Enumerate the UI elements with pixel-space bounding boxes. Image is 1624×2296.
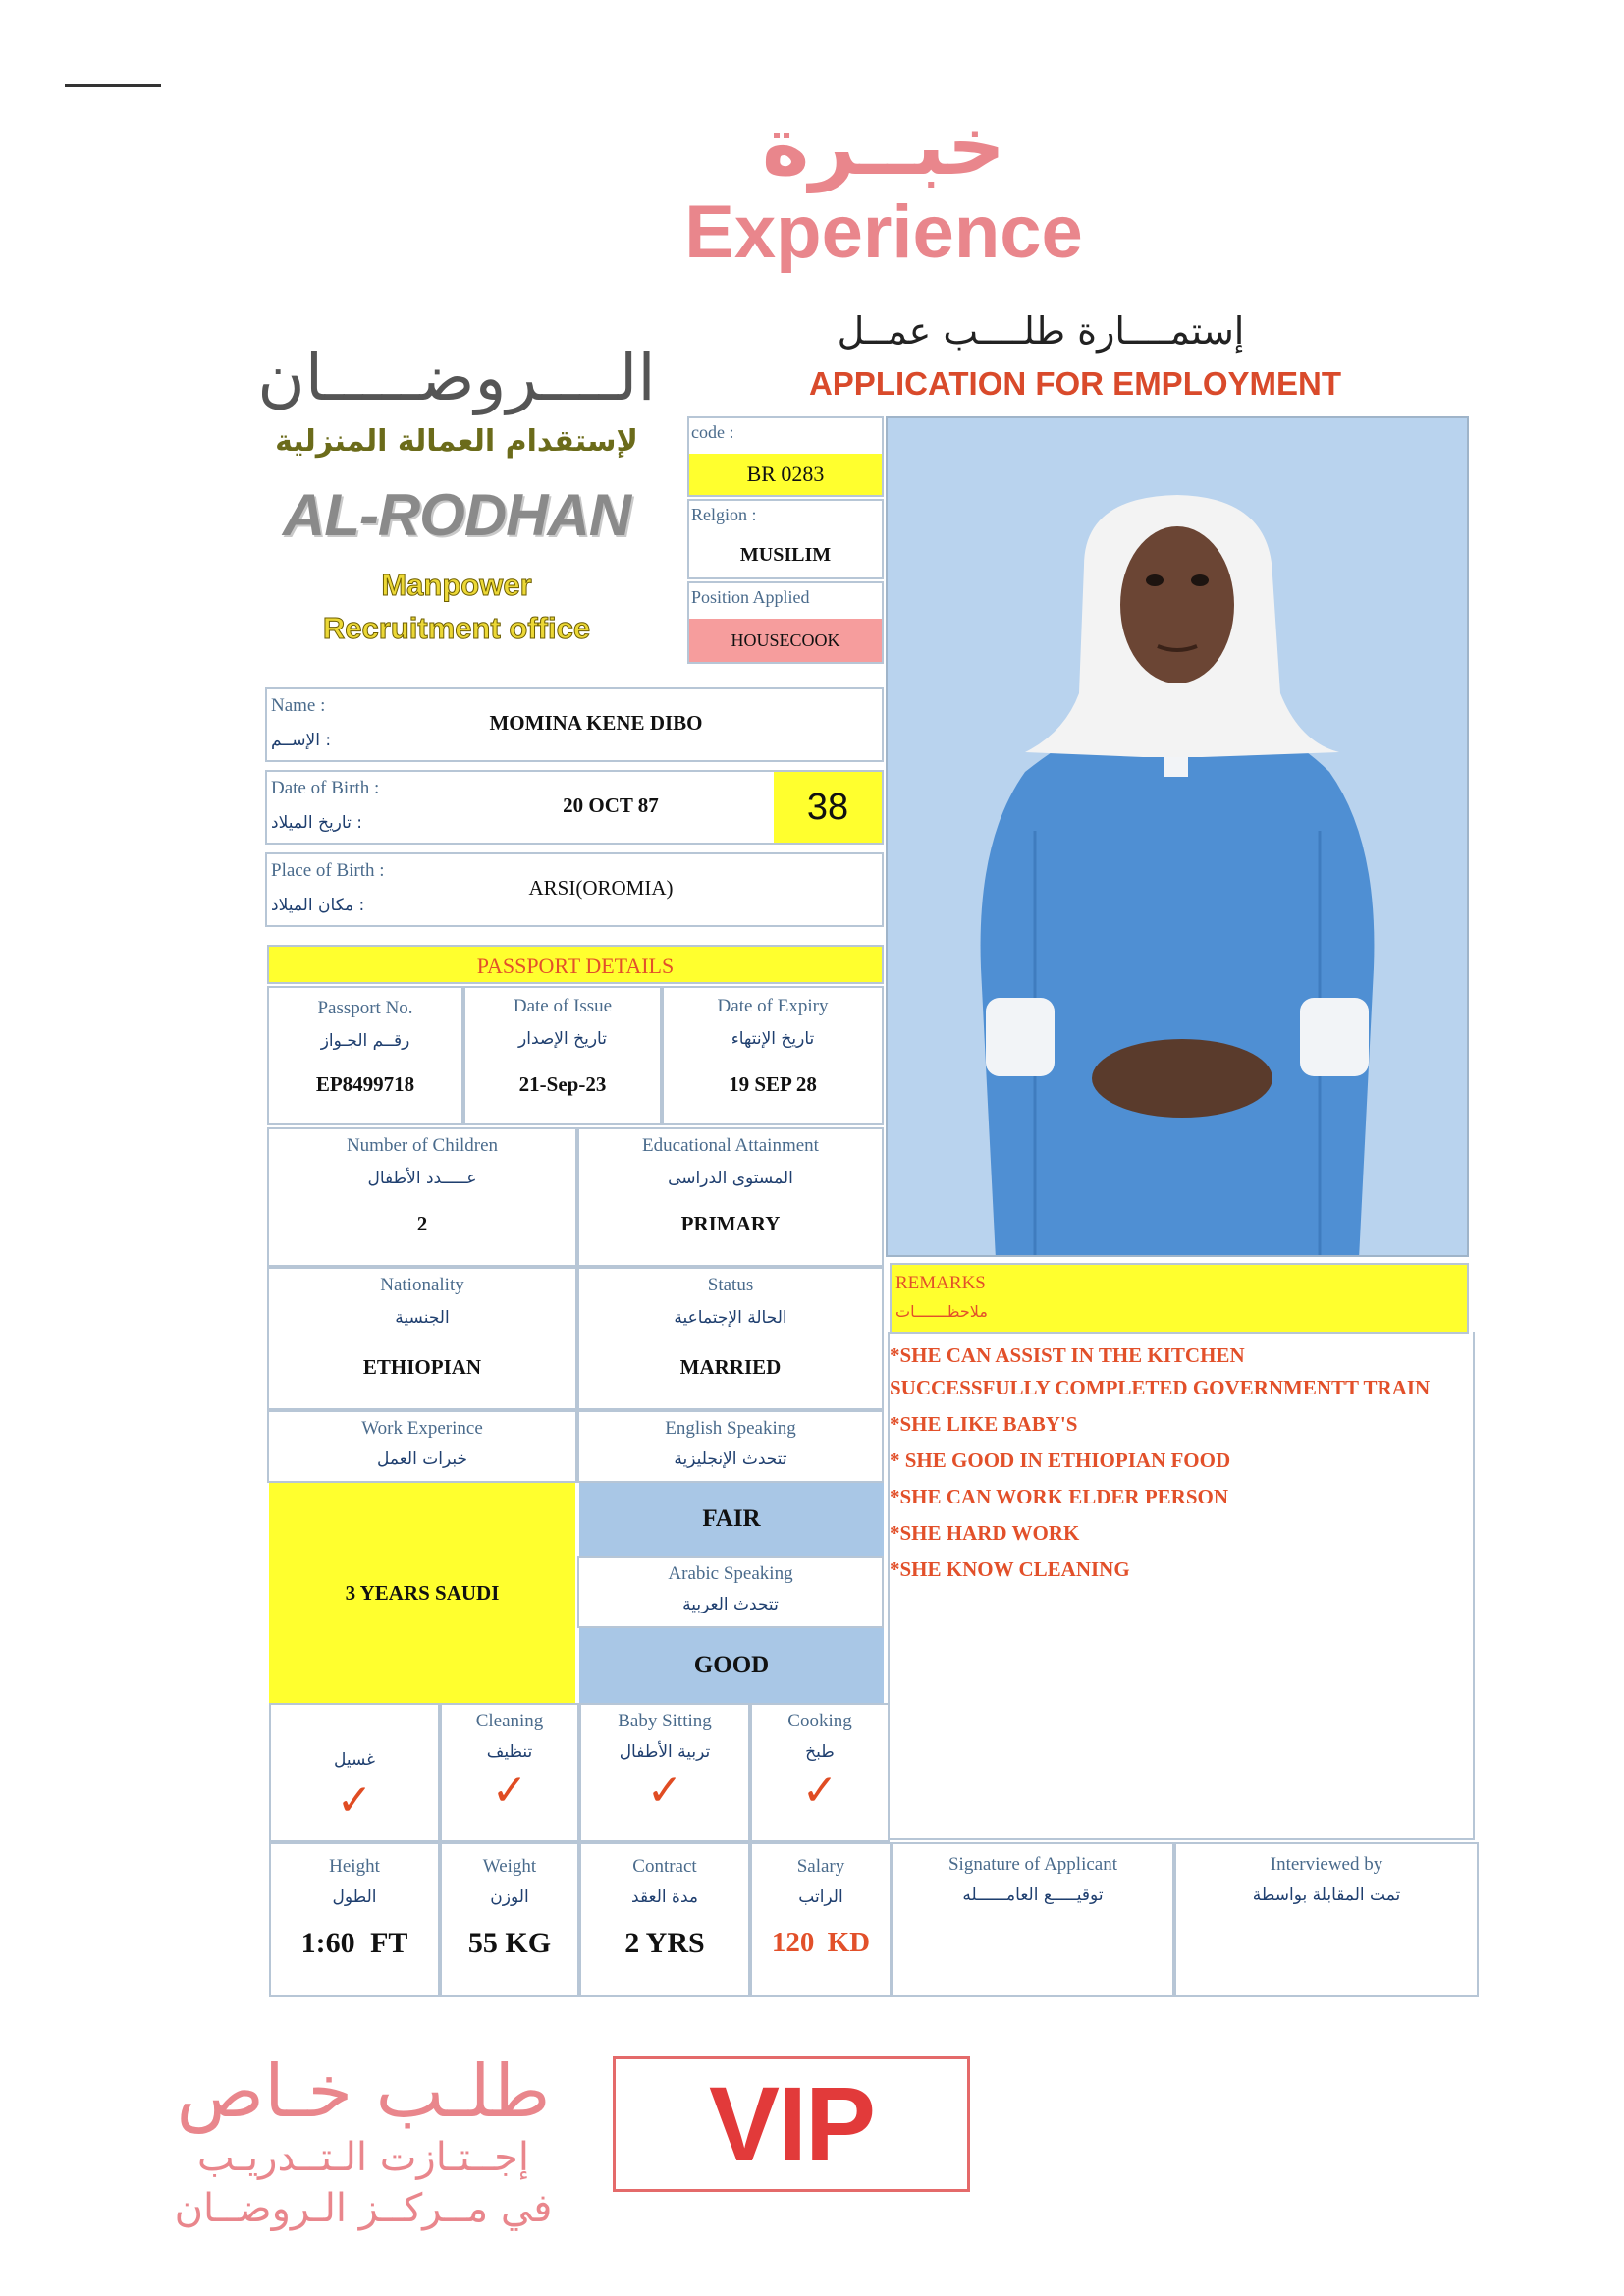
status-label-ar: الحالة الإجتماعية <box>674 1308 787 1328</box>
work-experience-label: Work Experince <box>361 1418 483 1439</box>
arabic-label: Arabic Speaking <box>668 1563 793 1584</box>
company-recruitment: Recruitment office <box>322 611 591 645</box>
height-label: Height <box>329 1856 380 1877</box>
passport-expiry-value: 19 SEP 28 <box>729 1072 817 1096</box>
religion-value: MUSILIM <box>739 544 832 566</box>
dob-row <box>265 770 884 845</box>
remark-item: *SHE CAN WORK ELDER PERSON <box>890 1485 1229 1508</box>
passport-number-value: EP8499718 <box>315 1072 415 1096</box>
signature-label-ar: توقيـــــع العامــــــله <box>962 1886 1104 1905</box>
work-experience-header <box>267 1410 577 1483</box>
passport-number-label: Passport No. <box>317 998 413 1018</box>
status-label: Status <box>707 1275 754 1295</box>
cooking-check-icon: ✓ <box>801 1766 839 1816</box>
footer-arabic-line3: في مــركــز الـروضــان <box>174 2186 553 2231</box>
weight-label: Weight <box>482 1856 537 1877</box>
company-manpower: Manpower <box>381 568 532 602</box>
interviewed-label-ar: تمت المقابلة بواسطة <box>1252 1886 1401 1905</box>
contract-value: 2 YRS <box>624 1927 705 1959</box>
contract-label-ar: مدة العقد <box>631 1887 698 1907</box>
nationality-cell <box>267 1267 577 1410</box>
baby-sitting-label-ar: تربية الأطفال <box>619 1742 711 1762</box>
title-english: APPLICATION FOR EMPLOYMENT <box>808 365 1342 402</box>
name-label-ar: : الإســم <box>271 731 332 750</box>
dob-label: Date of Birth : <box>271 778 380 798</box>
washing-cell <box>269 1703 440 1842</box>
work-experience-label-ar: خبرات العمل <box>377 1449 467 1469</box>
washing-check-icon: ✓ <box>336 1776 373 1826</box>
company-arabic-name: الــــروضـــــان <box>257 340 656 415</box>
remark-item: *SHE HARD WORK <box>890 1521 1080 1545</box>
passport-expiry-cell <box>662 986 884 1125</box>
company-english-name: AL-RODHAN <box>282 482 631 548</box>
education-value: PRIMARY <box>680 1212 781 1235</box>
remark-item: *SHE CAN ASSIST IN THE KITCHEN <box>890 1343 1245 1367</box>
position-box <box>687 581 884 664</box>
cleaning-label: Cleaning <box>475 1711 544 1731</box>
cooking-cell <box>750 1703 890 1842</box>
pob-row <box>265 852 884 927</box>
weight-label-ar: الوزن <box>490 1887 529 1907</box>
arabic-value: GOOD <box>579 1628 884 1703</box>
code-value: BR 0283 <box>689 454 882 495</box>
name-value: MOMINA KENE DIBO <box>489 711 703 735</box>
signature-label: Signature of Applicant <box>947 1854 1118 1875</box>
remarks-heading-box <box>890 1263 1469 1334</box>
status-cell <box>577 1267 884 1410</box>
age-badge: 38 <box>774 772 882 843</box>
education-label-ar: المستوى الدراسى <box>668 1169 793 1188</box>
remark-item: * SHE GOOD IN ETHIOPIAN FOOD <box>890 1449 1231 1472</box>
pob-value: ARSI(OROMIA) <box>528 876 674 900</box>
education-label: Educational Attainment <box>642 1135 819 1156</box>
applicant-photo <box>886 416 1469 1257</box>
nationality-value: ETHIOPIAN <box>362 1355 482 1379</box>
passport-heading: PASSPORT DETAILS <box>267 945 884 984</box>
cooking-label: Cooking <box>787 1711 852 1731</box>
passport-number-label-ar: رقــم الجـواز <box>320 1031 410 1051</box>
cleaning-cell <box>440 1703 579 1842</box>
position-value: HOUSECOOK <box>689 619 882 662</box>
religion-box <box>687 499 884 579</box>
height-label-ar: الطول <box>332 1887 377 1907</box>
code-label: code : <box>691 422 734 442</box>
pob-label-ar: : مكان الميلاد <box>271 896 365 915</box>
passport-number-cell <box>267 986 463 1125</box>
passport-expiry-label-ar: تاريخ الإنتهاء <box>731 1029 815 1049</box>
baby-sitting-check-icon: ✓ <box>646 1766 683 1816</box>
footer-arabic-line1: طلـب خـاص <box>176 2050 551 2134</box>
passport-expiry-label: Date of Expiry <box>717 996 829 1016</box>
experience-arabic: خبــرة <box>761 100 1006 193</box>
pob-label: Place of Birth : <box>271 860 385 881</box>
vip-stamp <box>613 2056 970 2192</box>
signature-cell <box>892 1842 1174 1997</box>
religion-label: Relgion : <box>691 505 757 524</box>
interviewed-cell <box>1174 1842 1479 1997</box>
code-box <box>687 416 884 497</box>
dob-label-ar: : تاريخ الميلاد <box>271 813 362 833</box>
english-value: FAIR <box>579 1483 884 1556</box>
vip-text: VIP <box>708 2064 875 2183</box>
nationality-label: Nationality <box>380 1275 464 1295</box>
cleaning-check-icon: ✓ <box>491 1766 528 1816</box>
remarks-heading-ar: ملاحظـــــــات <box>895 1302 988 1321</box>
education-cell <box>577 1127 884 1267</box>
height-cell <box>269 1842 440 1997</box>
washing-label-ar: غسيل <box>333 1750 376 1770</box>
weight-cell <box>440 1842 579 1997</box>
footer-arabic-line2: إجــتـازت الـتــدريـب <box>197 2135 529 2180</box>
height-value: 1:60 FT <box>300 1927 408 1959</box>
children-label: Number of Children <box>346 1135 499 1156</box>
applicant-photo-figure <box>888 418 1469 1257</box>
nationality-label-ar: الجنسية <box>395 1308 450 1328</box>
english-label: English Speaking <box>665 1418 796 1439</box>
remarks-frame <box>888 1332 1475 1840</box>
arabic-label-ar: تتحدث العربية <box>682 1595 779 1614</box>
baby-sitting-cell <box>579 1703 750 1842</box>
english-label-ar: تتحدث الإنجليزية <box>674 1449 787 1469</box>
corner-mark <box>65 84 161 87</box>
salary-value: 120 KD <box>771 1927 871 1958</box>
name-label: Name : <box>271 695 326 716</box>
children-label-ar: عـــــدد الأطفال <box>367 1169 477 1188</box>
passport-issue-value: 21-Sep-23 <box>518 1072 607 1096</box>
experience-english: Experience <box>684 191 1083 274</box>
work-experience-value: 3 YEARS SAUDI <box>269 1483 575 1703</box>
cleaning-label-ar: تنظيف <box>486 1742 533 1762</box>
contract-cell <box>579 1842 750 1997</box>
title-arabic: إستمــــارة طلــــب عمــل <box>837 309 1245 353</box>
passport-issue-cell <box>463 986 662 1125</box>
weight-value: 55 KG <box>467 1927 552 1959</box>
children-cell <box>267 1127 577 1267</box>
position-label: Position Applied <box>691 587 810 607</box>
baby-sitting-label: Baby Sitting <box>618 1711 712 1731</box>
name-row <box>265 687 884 762</box>
dob-value: 20 OCT 87 <box>563 793 659 817</box>
remark-item: SUCCESSFULLY COMPLETED GOVERNMENTT TRAIN <box>890 1376 1431 1399</box>
status-value: MARRIED <box>679 1355 782 1379</box>
interviewed-label: Interviewed by <box>1270 1854 1383 1875</box>
remark-item: *SHE LIKE BABY'S <box>890 1412 1078 1436</box>
remarks-heading: REMARKS <box>895 1273 986 1293</box>
english-header <box>577 1410 884 1483</box>
cooking-label-ar: طبخ <box>805 1742 835 1762</box>
salary-label-ar: الراتب <box>798 1887 843 1907</box>
passport-issue-label: Date of Issue <box>513 996 613 1016</box>
salary-cell <box>750 1842 892 1997</box>
salary-label: Salary <box>796 1856 845 1877</box>
remark-item: *SHE KNOW CLEANING <box>890 1558 1130 1581</box>
company-arabic-sub: لإستقدام العمالة المنزلية <box>275 424 638 459</box>
contract-label: Contract <box>632 1856 697 1877</box>
arabic-header <box>577 1556 884 1628</box>
passport-issue-label-ar: تاريخ الإصدار <box>518 1029 607 1049</box>
children-value: 2 <box>416 1212 428 1235</box>
